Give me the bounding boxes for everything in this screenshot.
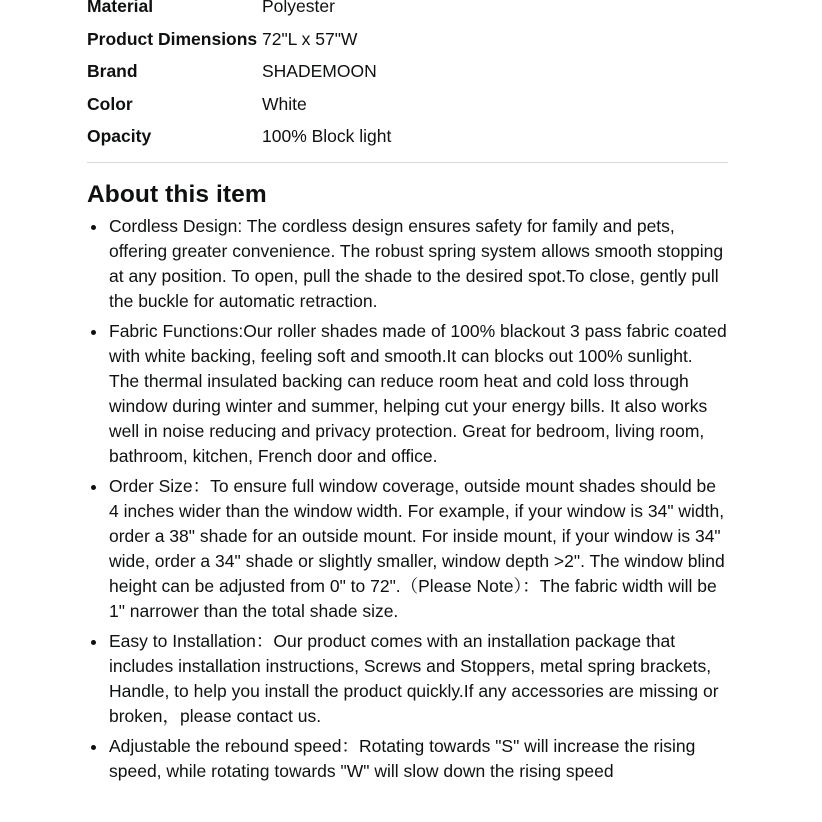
bullet-icon (91, 330, 96, 335)
spec-row-material (87, 0, 727, 27)
spec-key: Product Dimensions (87, 28, 258, 49)
feature-text: Adjustable the rebound speed：Rotating towards "S" will increase the rising speed, while rotating towards "W" will slow down the rising speed (109, 735, 696, 781)
product-specs-table (87, 0, 727, 157)
feature-text: Fabric Functions:Our roller shades made of 100% blackout 3 pass fabric coated with white backing, feeling soft and smooth.It can blocks out 100% sunlight. The thermal insulated backing can reduce room heat and cold loss through window during winter and summer, helping cut your energy bills. It also works well in noise reducing and privacy protection. Great for bedroom, living room, bathroom, kitchen, French door and office. (109, 320, 727, 466)
spec-row-opacity (87, 124, 727, 157)
feature-text: Easy to Installation：Our product comes with an installation package that includes installation instructions, Screws and Stoppers, metal spring brackets, Handle, to help you install the product quickly.If any accessories are missing or broken，please contact us. (109, 630, 719, 726)
bullet-icon (91, 640, 96, 645)
feature-text: Order Size：To ensure full window coverage, outside mount shades should be 4 inches wider than the window width. For example, if your window is 34" width, order a 38" shade for an outside mount. For inside mount, if your window is 34" wide, order a 34" shade or slightly smaller, window depth >2". The window blind height can be adjusted from 0" to 72".（Please Note）：The fabric width will be 1" narrower than the total shade size. (109, 475, 725, 621)
spec-row-color (87, 92, 727, 125)
feature-bullet-easy-installation (87, 629, 727, 729)
feature-bullet-fabric-functions (87, 319, 727, 469)
spec-value: White (262, 93, 307, 114)
about-this-item-list (87, 214, 727, 784)
bullet-icon (91, 485, 96, 490)
spec-value: 100% Block light (262, 126, 392, 146)
about-this-item-heading: About this item (87, 180, 267, 208)
feature-bullet-order-size (87, 474, 727, 624)
spec-value: Polyester (262, 0, 335, 16)
spec-key: Brand (87, 61, 138, 81)
spec-key: Color (87, 93, 133, 114)
feature-bullet-cordless-design (87, 214, 727, 314)
spec-key: Opacity (87, 126, 152, 146)
product-details-section (87, 0, 727, 789)
feature-text: Cordless Design: The cordless design ensures safety for family and pets, offering greater convenience. The robust spring system allows smooth stopping at any position. To open, pull the shade to the desired spot.To close, gently pull the buckle for automatic retraction. (109, 215, 724, 311)
spec-row-brand (87, 59, 727, 92)
bullet-icon (91, 225, 96, 230)
spec-row-product-dimensions (87, 27, 727, 60)
spec-value: SHADEMOON (262, 61, 377, 81)
spec-value: 72"L x 57"W (262, 28, 358, 49)
bullet-icon (91, 745, 96, 750)
section-divider (87, 162, 728, 163)
feature-bullet-rebound-speed (87, 734, 727, 784)
spec-key: Material (87, 0, 154, 16)
